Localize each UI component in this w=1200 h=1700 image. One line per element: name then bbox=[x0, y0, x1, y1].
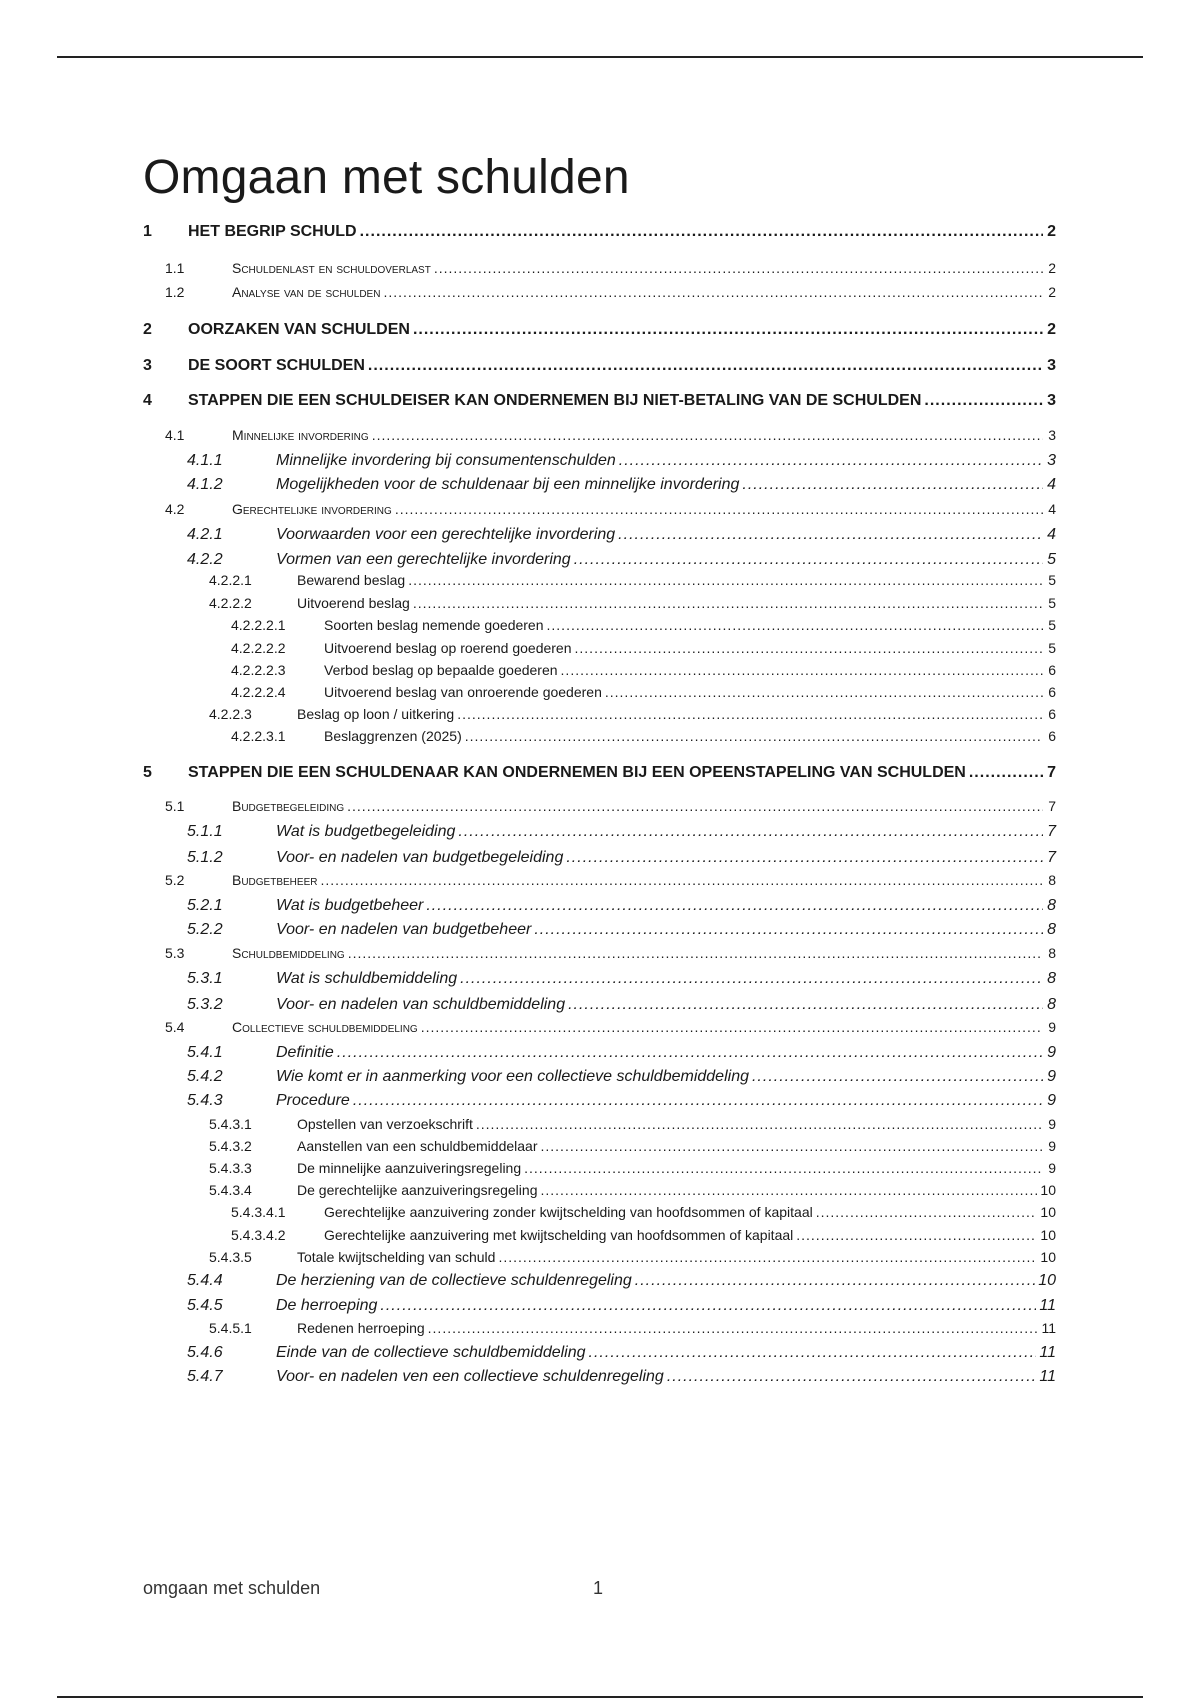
toc-entry-number: 5.4.7 bbox=[187, 1368, 223, 1385]
toc-entry[interactable] bbox=[143, 475, 1056, 494]
toc-dot-leader bbox=[460, 969, 1043, 988]
toc-entry[interactable] bbox=[143, 684, 1056, 701]
toc-entry-number: 4.2.2.2.1 bbox=[231, 617, 286, 633]
toc-dot-leader bbox=[347, 798, 1043, 815]
toc-entry-number: 4.2.2.3 bbox=[209, 706, 252, 722]
toc-entry-title: DE SOORT SCHULDEN bbox=[188, 357, 365, 374]
toc-entry-number: 5.4.2 bbox=[187, 1068, 223, 1085]
toc-dot-leader bbox=[534, 920, 1043, 939]
toc-dot-leader bbox=[574, 550, 1043, 569]
toc-entry-page: 9 bbox=[1048, 1160, 1056, 1176]
toc-entry-number: 1.1 bbox=[165, 260, 185, 276]
toc-entry-page: 5 bbox=[1048, 572, 1056, 588]
toc-entry-page: 7 bbox=[1047, 823, 1056, 840]
footer-rule bbox=[57, 1696, 1143, 1698]
toc-entry-page: 7 bbox=[1047, 764, 1056, 781]
toc-entry-number: 4.2.2.1 bbox=[209, 572, 252, 588]
toc-entry[interactable] bbox=[143, 222, 1056, 241]
toc-entry-number: 5.3 bbox=[165, 945, 185, 961]
toc-dot-leader bbox=[619, 451, 1043, 470]
toc-dot-leader bbox=[752, 1067, 1043, 1086]
toc-entry-number: 5.4.3.4 bbox=[209, 1182, 252, 1198]
toc-entry-page: 2 bbox=[1047, 223, 1056, 240]
toc-entry-page: 2 bbox=[1048, 284, 1056, 300]
toc-entry-number: 5.2 bbox=[165, 872, 185, 888]
toc-dot-leader bbox=[561, 662, 1043, 679]
toc-entry[interactable] bbox=[143, 1249, 1056, 1266]
toc-entry-number: 4 bbox=[143, 392, 152, 409]
toc-entry[interactable] bbox=[143, 1343, 1056, 1362]
toc-entry-title: Procedure bbox=[276, 1092, 350, 1109]
toc-entry-number: 5 bbox=[143, 764, 152, 781]
toc-entry[interactable] bbox=[143, 284, 1056, 301]
toc-entry-title: De herziening van de collectieve schuldenregeling bbox=[276, 1272, 632, 1289]
toc-dot-leader bbox=[498, 1249, 1037, 1266]
toc-dot-leader bbox=[541, 1138, 1044, 1155]
toc-entry-page: 7 bbox=[1047, 849, 1056, 866]
toc-entry[interactable] bbox=[143, 1043, 1056, 1062]
toc-entry[interactable] bbox=[143, 391, 1056, 410]
footer-page-number: 1 bbox=[593, 1578, 604, 1598]
toc-entry-number: 2 bbox=[143, 321, 152, 338]
toc-entry-number: 5.3.2 bbox=[187, 996, 223, 1013]
toc-entry-page: 5 bbox=[1048, 617, 1056, 633]
toc-dot-leader bbox=[458, 822, 1043, 841]
toc-entry-title: De minnelijke aanzuiveringsregeling bbox=[297, 1160, 522, 1176]
toc-dot-leader bbox=[380, 1296, 1036, 1315]
toc-entry-title: Budgetbeheer bbox=[232, 872, 318, 888]
toc-entry-page: 10 bbox=[1040, 1227, 1056, 1243]
toc-entry-number: 4.2 bbox=[165, 501, 185, 517]
toc-entry[interactable] bbox=[143, 525, 1056, 544]
toc-entry-number: 5.4.3.5 bbox=[209, 1249, 252, 1265]
toc-entry-title: Uitvoerend beslag op roerend goederen bbox=[324, 640, 572, 656]
toc-entry-title: Mogelijkheden voor de schuldenaar bij een minnelijke invordering bbox=[276, 476, 740, 493]
toc-entry-title: Einde van de collectieve schuldbemiddeling bbox=[276, 1344, 586, 1361]
toc-entry-page: 10 bbox=[1040, 1204, 1056, 1220]
toc-entry[interactable] bbox=[143, 1367, 1056, 1386]
toc-entry-page: 9 bbox=[1047, 1044, 1056, 1061]
toc-entry-page: 6 bbox=[1048, 728, 1056, 744]
toc-entry-number: 4.2.2.3.1 bbox=[231, 728, 286, 744]
toc-entry-page: 5 bbox=[1048, 595, 1056, 611]
toc-entry-title: Voorwaarden voor een gerechtelijke invordering bbox=[276, 526, 616, 543]
toc-entry-page: 4 bbox=[1048, 501, 1056, 517]
toc-entry-number: 4.1.1 bbox=[187, 452, 223, 469]
toc-dot-leader bbox=[969, 763, 1043, 782]
toc-entry-page: 3 bbox=[1047, 452, 1056, 469]
toc-entry-number: 4.2.2.2 bbox=[209, 595, 252, 611]
toc-entry-title: De herroeping bbox=[276, 1297, 378, 1314]
toc-dot-leader bbox=[575, 640, 1043, 657]
toc-entry-number: 5.4.3.3 bbox=[209, 1160, 252, 1176]
toc-entry[interactable] bbox=[143, 1182, 1056, 1199]
toc-dot-leader bbox=[337, 1043, 1043, 1062]
toc-entry-number: 5.4.5.1 bbox=[209, 1320, 252, 1336]
toc-entry[interactable] bbox=[143, 550, 1056, 569]
toc-dot-leader bbox=[372, 427, 1043, 444]
toc-entry-number: 4.2.2.2.3 bbox=[231, 662, 286, 678]
toc-entry[interactable] bbox=[143, 848, 1056, 867]
toc-dot-leader bbox=[413, 595, 1043, 612]
toc-entry[interactable] bbox=[143, 872, 1056, 889]
toc-entry-number: 4.2.2 bbox=[187, 551, 223, 568]
toc-entry-title: Bewarend beslag bbox=[297, 572, 406, 588]
toc-entry-title: Vormen van een gerechtelijke invordering bbox=[276, 551, 571, 568]
toc-entry[interactable] bbox=[143, 356, 1056, 375]
toc-entry[interactable] bbox=[143, 1320, 1056, 1337]
toc-entry[interactable] bbox=[143, 1227, 1056, 1244]
toc-entry[interactable] bbox=[143, 1138, 1056, 1155]
toc-entry-title: Beslaggrenzen (2025) bbox=[324, 728, 462, 744]
toc-dot-leader bbox=[383, 284, 1043, 301]
toc-entry[interactable] bbox=[143, 763, 1056, 782]
toc-entry-page: 9 bbox=[1047, 1092, 1056, 1109]
toc-entry-number: 4.2.2.2.4 bbox=[231, 684, 286, 700]
toc-entry-number: 4.1 bbox=[165, 427, 185, 443]
toc-entry-page: 10 bbox=[1040, 1182, 1056, 1198]
toc-entry-page: 11 bbox=[1039, 1297, 1056, 1314]
toc-entry[interactable] bbox=[143, 260, 1056, 277]
toc-entry-title: Voor- en nadelen van budgetbeheer bbox=[276, 921, 532, 938]
toc-entry[interactable] bbox=[143, 995, 1056, 1014]
toc-entry-number: 3 bbox=[143, 357, 152, 374]
toc-entry[interactable] bbox=[143, 1160, 1056, 1177]
toc-entry-number: 5.1.2 bbox=[187, 849, 223, 866]
toc-entry-title: Wat is budgetbeheer bbox=[276, 897, 424, 914]
toc-dot-leader bbox=[589, 1343, 1037, 1362]
toc-dot-leader bbox=[568, 995, 1043, 1014]
document-title: Omgaan met schulden bbox=[143, 151, 630, 204]
toc-entry-title: Gerechtelijke aanzuivering met kwijtschelding van hoofdsommen of kapitaal bbox=[324, 1227, 794, 1243]
toc-dot-leader bbox=[353, 1091, 1043, 1110]
toc-entry[interactable] bbox=[143, 617, 1056, 634]
toc-entry[interactable] bbox=[143, 1067, 1056, 1086]
footer-label: omgaan met schulden bbox=[143, 1578, 321, 1598]
toc-entry-page: 3 bbox=[1047, 357, 1056, 374]
toc-dot-leader bbox=[476, 1116, 1043, 1133]
toc-entry-page: 9 bbox=[1048, 1019, 1056, 1035]
toc-dot-leader bbox=[524, 1160, 1043, 1177]
toc-entry[interactable] bbox=[143, 728, 1056, 745]
toc-dot-leader bbox=[348, 945, 1043, 962]
toc-entry[interactable] bbox=[143, 1204, 1056, 1221]
toc-dot-leader bbox=[816, 1204, 1038, 1221]
toc-dot-leader bbox=[796, 1227, 1037, 1244]
toc-entry-page: 8 bbox=[1047, 921, 1056, 938]
toc-entry-title: Collectieve schuldbemiddeling bbox=[232, 1019, 418, 1035]
toc-entry-page: 3 bbox=[1048, 427, 1056, 443]
toc-dot-leader bbox=[360, 222, 1043, 241]
toc-entry[interactable] bbox=[143, 501, 1056, 518]
toc-entry-number: 5.3.1 bbox=[187, 970, 223, 987]
toc-dot-leader bbox=[408, 572, 1043, 589]
toc-entry-page: 2 bbox=[1047, 321, 1056, 338]
toc-entry-page: 10 bbox=[1038, 1272, 1056, 1289]
toc-entry-page: 4 bbox=[1047, 526, 1056, 543]
toc-entry-page: 10 bbox=[1040, 1249, 1056, 1265]
toc-dot-leader bbox=[566, 848, 1043, 867]
toc-entry-page: 5 bbox=[1048, 640, 1056, 656]
toc-entry-number: 5.4.3.1 bbox=[209, 1116, 252, 1132]
toc-entry-title: Uitvoerend beslag van onroerende goederen bbox=[324, 684, 602, 700]
toc-entry-title: Minnelijke invordering bij consumentenschulden bbox=[276, 452, 616, 469]
toc-entry-page: 8 bbox=[1047, 897, 1056, 914]
toc-entry-title: Soorten beslag nemende goederen bbox=[324, 617, 544, 633]
toc-entry-title: HET BEGRIP SCHULD bbox=[188, 223, 357, 240]
toc-entry-number: 5.4 bbox=[165, 1019, 185, 1035]
toc-dot-leader bbox=[742, 475, 1043, 494]
toc-entry-title: Minnelijke invordering bbox=[232, 427, 369, 443]
toc-entry-title: OORZAKEN VAN SCHULDEN bbox=[188, 321, 410, 338]
toc-entry-number: 5.4.3.2 bbox=[209, 1138, 252, 1154]
toc-entry[interactable] bbox=[143, 1091, 1056, 1110]
toc-entry[interactable] bbox=[143, 595, 1056, 612]
toc-entry[interactable] bbox=[143, 1019, 1056, 1036]
toc-entry-title: Budgetbegeleiding bbox=[232, 798, 345, 814]
toc-entry-page: 8 bbox=[1048, 872, 1056, 888]
toc-entry[interactable] bbox=[143, 822, 1056, 841]
toc-entry-title: Schuldenlast en schuldoverlast bbox=[232, 260, 431, 276]
toc-entry-number: 5.4.3.4.1 bbox=[231, 1204, 286, 1220]
toc-entry-page: 11 bbox=[1041, 1320, 1056, 1336]
toc-dot-leader bbox=[413, 320, 1043, 339]
toc-dot-leader bbox=[547, 617, 1043, 634]
toc-entry-number: 5.4.3 bbox=[187, 1092, 223, 1109]
toc-entry-number: 1 bbox=[143, 223, 152, 240]
toc-entry-page: 11 bbox=[1039, 1344, 1056, 1361]
toc-entry-page: 6 bbox=[1048, 706, 1056, 722]
toc-entry-number: 5.4.6 bbox=[187, 1344, 223, 1361]
toc-entry-title: Beslag op loon / uitkering bbox=[297, 706, 455, 722]
toc-entry-page: 7 bbox=[1048, 798, 1056, 814]
toc-entry[interactable] bbox=[143, 451, 1056, 470]
toc-entry[interactable] bbox=[143, 706, 1056, 723]
toc-entry-title: De gerechtelijke aanzuiveringsregeling bbox=[297, 1182, 538, 1198]
toc-dot-leader bbox=[540, 1182, 1037, 1199]
toc-entry-title: Voor- en nadelen van schuldbemiddeling bbox=[276, 996, 566, 1013]
toc-entry-number: 4.1.2 bbox=[187, 476, 223, 493]
toc-dot-leader bbox=[428, 1320, 1039, 1337]
toc-entry-title: Schuldbemiddeling bbox=[232, 945, 345, 961]
toc-dot-leader bbox=[395, 501, 1043, 518]
toc-dot-leader bbox=[667, 1367, 1037, 1386]
toc-entry-title: STAPPEN DIE EEN SCHULDEISER KAN ONDERNEMEN BIJ NIET-BETALING VAN DE SCHULDEN bbox=[188, 392, 922, 409]
toc-entry-title: Aanstellen van een schuldbemiddelaar bbox=[297, 1138, 538, 1154]
toc-dot-leader bbox=[924, 391, 1043, 410]
toc-entry[interactable] bbox=[143, 969, 1056, 988]
toc-entry-page: 11 bbox=[1039, 1368, 1056, 1385]
toc-entry-number: 4.2.1 bbox=[187, 526, 223, 543]
toc-entry-title: Wat is budgetbegeleiding bbox=[276, 823, 456, 840]
toc-entry-page: 8 bbox=[1047, 970, 1056, 987]
toc-dot-leader bbox=[635, 1271, 1035, 1290]
toc-dot-leader bbox=[605, 684, 1043, 701]
toc-entry[interactable] bbox=[143, 572, 1056, 589]
toc-entry-number: 5.2.1 bbox=[187, 897, 223, 914]
toc-entry[interactable] bbox=[143, 1296, 1056, 1315]
toc-entry-page: 6 bbox=[1048, 662, 1056, 678]
toc-dot-leader bbox=[457, 706, 1043, 723]
toc-entry-title: STAPPEN DIE EEN SCHULDENAAR KAN ONDERNEMEN BIJ EEN OPEENSTAPELING VAN SCHULDEN bbox=[188, 764, 966, 781]
toc-dot-leader bbox=[618, 525, 1043, 544]
toc-entry-number: 1.2 bbox=[165, 284, 185, 300]
toc-entry-number: 4.2.2.2.2 bbox=[231, 640, 286, 656]
toc-entry-page: 5 bbox=[1047, 551, 1056, 568]
toc-dot-leader bbox=[434, 260, 1043, 277]
toc-dot-leader bbox=[426, 896, 1043, 915]
toc-entry-page: 8 bbox=[1047, 996, 1056, 1013]
toc-entry[interactable] bbox=[143, 427, 1056, 444]
toc-entry-number: 5.4.1 bbox=[187, 1044, 223, 1061]
toc-entry[interactable] bbox=[143, 1271, 1056, 1290]
toc-entry[interactable] bbox=[143, 320, 1056, 339]
toc-dot-leader bbox=[368, 356, 1043, 375]
toc-entry[interactable] bbox=[143, 1116, 1056, 1133]
toc-entry-page: 3 bbox=[1047, 392, 1056, 409]
toc-entry-title: Totale kwijtschelding van schuld bbox=[297, 1249, 496, 1265]
toc-entry-title: Opstellen van verzoekschrift bbox=[297, 1116, 473, 1132]
toc-entry-title: Analyse van de schulden bbox=[232, 284, 381, 300]
toc-entry[interactable] bbox=[143, 662, 1056, 679]
toc-entry-title: Voor- en nadelen ven een collectieve schuldenregeling bbox=[276, 1368, 664, 1385]
toc-entry[interactable] bbox=[143, 945, 1056, 962]
toc-dot-leader bbox=[320, 872, 1043, 889]
toc-entry-title: Definitie bbox=[276, 1044, 334, 1061]
toc-dot-leader bbox=[421, 1019, 1043, 1036]
toc-entry-title: Uitvoerend beslag bbox=[297, 595, 410, 611]
toc-entry-number: 5.1 bbox=[165, 798, 185, 814]
toc-entry-number: 5.4.3.4.2 bbox=[231, 1227, 286, 1243]
toc-entry[interactable] bbox=[143, 920, 1056, 939]
toc-entry-page: 6 bbox=[1048, 684, 1056, 700]
toc-entry-page: 9 bbox=[1048, 1116, 1056, 1132]
toc-entry-title: Wie komt er in aanmerking voor een collectieve schuldbemiddeling bbox=[276, 1068, 749, 1085]
toc-entry-number: 5.1.1 bbox=[187, 823, 223, 840]
toc-entry[interactable] bbox=[143, 798, 1056, 815]
toc-entry-page: 8 bbox=[1048, 945, 1056, 961]
toc-entry-page: 2 bbox=[1048, 260, 1056, 276]
toc-entry-title: Voor- en nadelen van budgetbegeleiding bbox=[276, 849, 564, 866]
toc-entry-title: Wat is schuldbemiddeling bbox=[276, 970, 458, 987]
toc-entry-number: 5.4.5 bbox=[187, 1297, 223, 1314]
toc-dot-leader bbox=[465, 728, 1043, 745]
toc-entry-number: 5.2.2 bbox=[187, 921, 223, 938]
toc-entry-page: 9 bbox=[1048, 1138, 1056, 1154]
toc-entry[interactable] bbox=[143, 896, 1056, 915]
toc-entry[interactable] bbox=[143, 640, 1056, 657]
toc-entry-title: Redenen herroeping bbox=[297, 1320, 425, 1336]
toc-entry-page: 9 bbox=[1047, 1068, 1056, 1085]
toc-entry-title: Verbod beslag op bepaalde goederen bbox=[324, 662, 558, 678]
toc-entry-page: 4 bbox=[1047, 476, 1056, 493]
toc-entry-number: 5.4.4 bbox=[187, 1272, 223, 1289]
toc-entry-title: Gerechtelijke invordering bbox=[232, 501, 392, 517]
header-rule bbox=[57, 56, 1143, 58]
toc-entry-title: Gerechtelijke aanzuivering zonder kwijtschelding van hoofdsommen of kapitaal bbox=[324, 1204, 813, 1220]
